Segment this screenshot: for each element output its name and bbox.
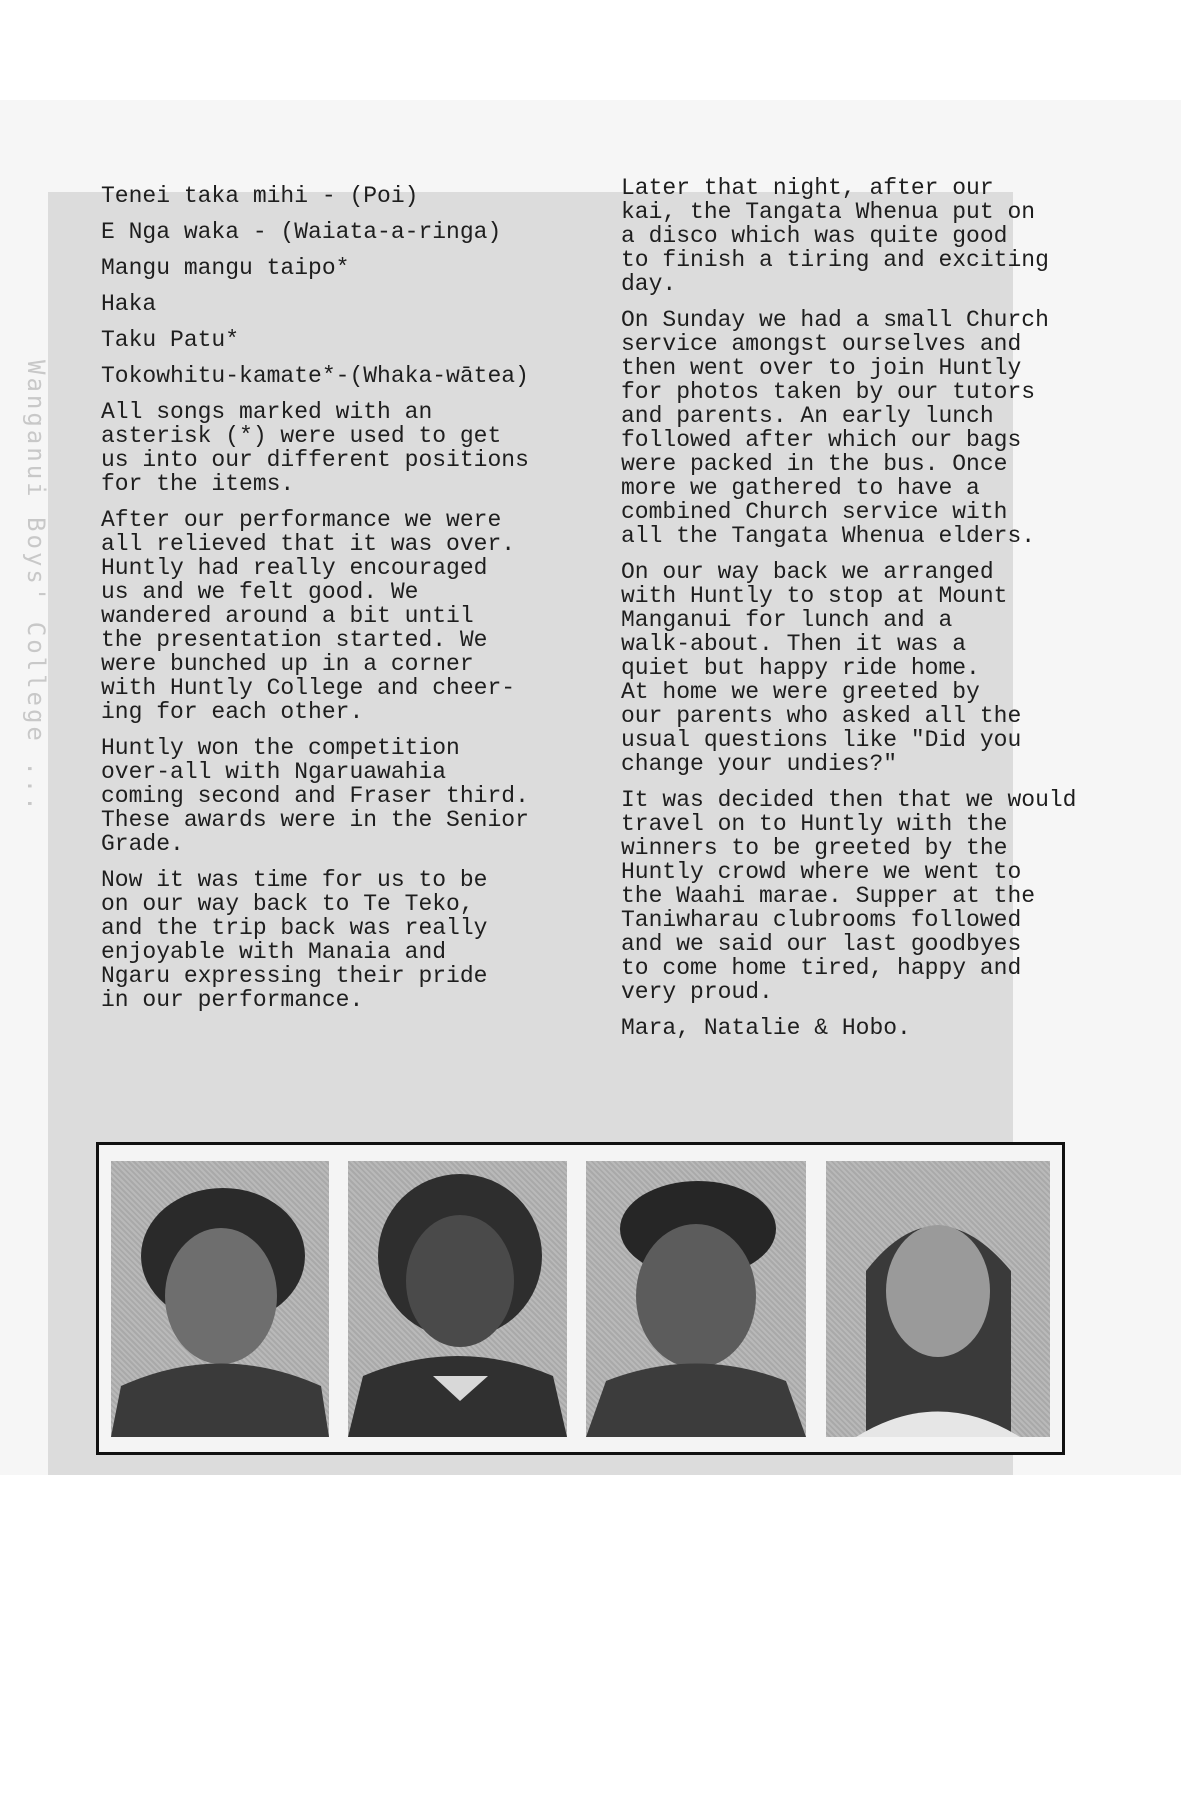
portrait-photo [826, 1161, 1050, 1437]
paragraph: Later that night, after our kai, the Tangata Whenua put on a disco which was quite good to finish a tiring and exciting day. [621, 175, 1049, 297]
song-item: Tenei taka mihi - (Poi) [101, 183, 419, 209]
portrait-silhouette [826, 1161, 1050, 1437]
portrait-silhouette [111, 1161, 329, 1437]
paragraph: All songs marked with an asterisk (*) were used to get us into our different positions for the items. [101, 399, 529, 497]
paragraph: After our performance we were all relieved that it was over. Huntly had really encouraged us and we felt good. We wandered around a bit until the presentation started. We were bunched up in a corner with Huntly College and cheer- ing for each other. [101, 507, 516, 725]
song-item: E Nga waka - (Waiata-a-ringa) [101, 219, 502, 245]
song-item: Tokowhitu-kamate*-(Whaka-wātea) [101, 363, 529, 389]
song-item: Taku Patu* [101, 327, 240, 353]
paragraph: On our way back we arranged with Huntly to stop at Mount Manganui for lunch and a walk-about. Then it was a quiet but happy ride home. At home we were greeted by our parents who asked all the usual questions like "Did you change your undies?" [621, 559, 1022, 777]
left-column [101, 184, 601, 1024]
portrait-silhouette [586, 1161, 806, 1437]
portrait-photo [111, 1161, 329, 1437]
photo-strip [96, 1142, 1065, 1455]
song-item: Haka [101, 291, 157, 317]
right-column [621, 176, 1096, 1040]
signature: Mara, Natalie & Hobo. [621, 1015, 911, 1041]
song-list [101, 184, 601, 388]
song-item: Mangu mangu taipo* [101, 255, 350, 281]
paragraph: It was decided then that we would travel on to Huntly with the winners to be greeted by the Huntly crowd where we went to the Waahi marae. Supper at the Taniwharau clubrooms followed and we said our last goodbyes to come home tired, happy and very proud. [621, 787, 1077, 1005]
paragraph: On Sunday we had a small Church service amongst ourselves and then went over to join Huntly for photos taken by our tutors and parents. An early lunch followed after which our bags were packed in the bus. Once more we gathered to have a combined Church service with all the Tangata Whenua elders. [621, 307, 1049, 549]
paragraph: Now it was time for us to be on our way back to Te Teko, and the trip back was really enjoyable with Manaia and Ngaru expressing their pride in our performance. [101, 867, 488, 1013]
portrait-photo [586, 1161, 806, 1437]
paragraph: Huntly won the competition over-all with Ngaruawahia coming second and Fraser third. These awards were in the Senior Grade. [101, 735, 529, 857]
portrait-silhouette [348, 1161, 567, 1437]
spine-bleed-text: Wanganui Boys' College ... [22, 360, 50, 814]
portrait-photo [348, 1161, 567, 1437]
